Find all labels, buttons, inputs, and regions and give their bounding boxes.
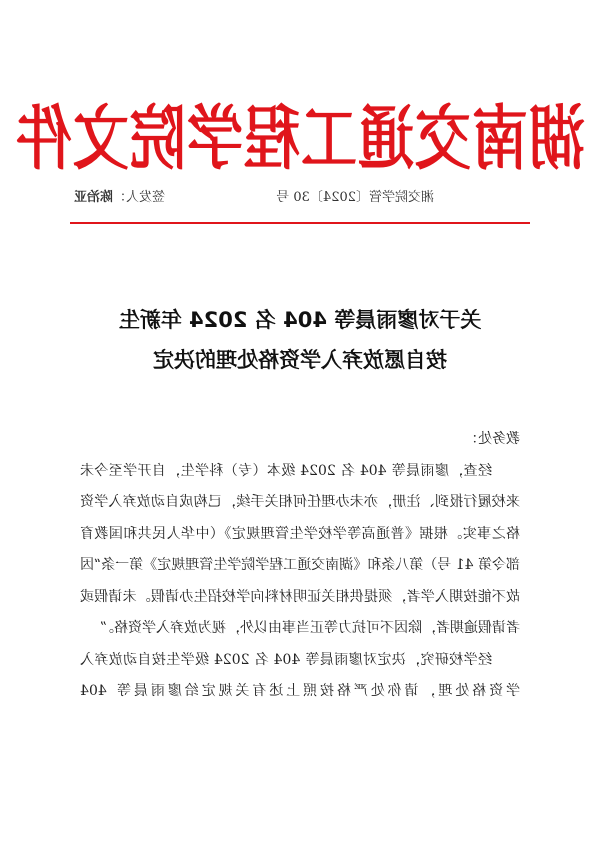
body-paragraph-2: 经学校研究，决定对廖雨晨等 404 名 2024 级学生按自动放弃入学资格处理，请你处严格按照上述有关规定给廖雨晨等 404: [80, 651, 520, 699]
document-body: [80, 424, 520, 708]
salutation: 教务处：: [464, 431, 520, 447]
signer: [74, 186, 165, 205]
document-title: [0, 300, 600, 380]
title-line-2: 按自愿放弃入学资格处理的决定: [153, 348, 447, 372]
title-line-1: 关于对廖雨晨等 404 名 2024 年新生: [118, 308, 482, 332]
signer-name: 陈治亚: [74, 190, 114, 205]
body-paragraph-1: 经查，廖雨晨等 404 名 2024 级本（专）科学生，自开学至今未来校履行报到、注册，亦未办理任何相关手续，已构成自动放弃入学资格之事实。根据《普通高等学校学生管理规定》（中华人民共和国教育部令第 41 号）第八条和《湖南交通工程学院学生管理规定》第一条“因故不能按期入学者，须提供相关证明材料向学校招生办请假。未请假或者请假逾期者，除因不可抗力等正当事由以外，视为放弃入学资格。”: [80, 462, 520, 636]
masthead-title: 湖南交通工程学院文件: [15, 98, 585, 180]
red-divider-line: [70, 222, 530, 224]
signer-label: 签发人：: [113, 190, 166, 205]
document-number: 湘交院学管〔2024〕30 号: [276, 190, 434, 205]
